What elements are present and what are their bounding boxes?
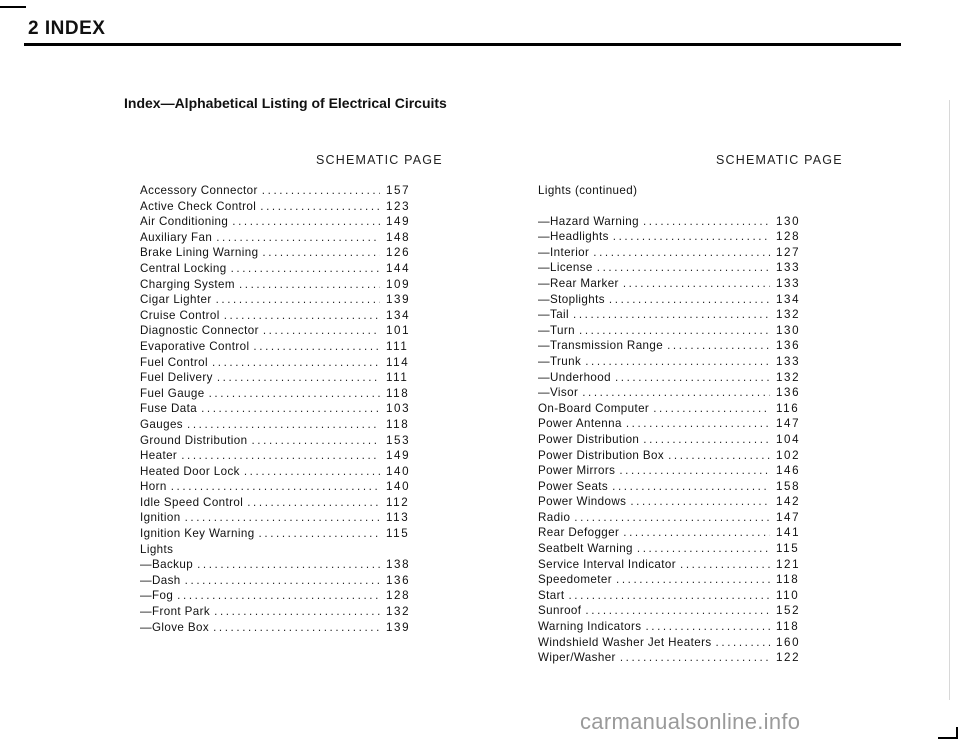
dot-leader	[217, 371, 380, 384]
dot-leader	[615, 371, 770, 384]
entry-name: —Stoplights	[538, 292, 605, 306]
entry-name: Cruise Control	[140, 308, 220, 322]
dot-leader	[216, 231, 380, 244]
index-entry	[140, 309, 410, 325]
index-entry	[140, 278, 410, 294]
dot-leader	[573, 308, 770, 321]
entry-name: Fuel Delivery	[140, 371, 213, 385]
entry-name: On-Board Computer	[538, 401, 650, 415]
index-entry	[538, 558, 800, 574]
entry-name: Cigar Lighter	[140, 293, 212, 307]
dot-leader	[643, 215, 770, 228]
right-entries	[538, 215, 800, 667]
dot-leader	[259, 527, 380, 540]
entry-page: 114	[386, 355, 410, 369]
index-entry	[140, 605, 410, 621]
entry-page: 130	[776, 214, 801, 228]
entry-name: Charging System	[140, 277, 235, 291]
entry-page: 121	[776, 557, 801, 571]
index-entry	[140, 371, 410, 387]
dot-leader	[171, 480, 380, 493]
index-entry	[140, 589, 410, 605]
dot-leader	[251, 434, 380, 447]
entry-name: Windshield Washer Jet Heaters	[538, 635, 712, 649]
entry-page: 136	[776, 339, 801, 353]
dot-leader	[181, 449, 380, 462]
entry-page: 109	[386, 277, 411, 291]
index-entry	[140, 621, 410, 637]
entry-name: Power Distribution Box	[538, 448, 665, 462]
entry-page: 158	[776, 479, 801, 493]
entry-name: Power Mirrors	[538, 464, 616, 478]
entry-page: 133	[776, 354, 801, 368]
entry-name: Speedometer	[538, 573, 613, 587]
index-entry	[538, 433, 800, 449]
index-entry	[140, 184, 410, 200]
header-rule	[24, 43, 901, 46]
index-entry	[140, 496, 410, 512]
index-entry	[140, 262, 410, 278]
index-entry	[140, 340, 410, 356]
dot-leader	[244, 465, 380, 478]
entry-name: Heated Door Lock	[140, 464, 240, 478]
index-entry	[140, 511, 410, 527]
index-entry	[140, 231, 410, 247]
index-entry	[538, 604, 800, 620]
dot-leader	[231, 262, 380, 275]
entry-page: 113	[386, 511, 410, 525]
entry-name: —Fog	[140, 589, 174, 603]
entry-name: Idle Speed Control	[140, 495, 244, 509]
index-entry	[140, 293, 410, 309]
entry-name: —License	[538, 261, 593, 275]
left-column-header: SCHEMATIC PAGE	[316, 153, 443, 167]
index-entry	[538, 386, 800, 402]
dot-leader	[213, 621, 380, 634]
entry-name: Service Interval Indicator	[538, 557, 676, 571]
entry-page: 115	[386, 527, 410, 541]
entry-page: 130	[776, 323, 801, 337]
dot-leader	[597, 261, 770, 274]
dot-leader	[716, 636, 770, 649]
dot-leader	[585, 355, 770, 368]
index-entry	[538, 464, 800, 480]
entry-page: 118	[776, 573, 800, 587]
entry-page: 132	[776, 370, 801, 384]
dot-leader	[620, 651, 770, 664]
index-entry	[538, 526, 800, 542]
entry-page: 142	[776, 495, 801, 509]
entry-page: 101	[386, 324, 411, 338]
entry-page: 111	[386, 339, 409, 353]
dot-leader	[232, 215, 380, 228]
entry-name: Ignition Key Warning	[140, 527, 255, 541]
entry-name: Seatbelt Warning	[538, 542, 633, 556]
dot-leader	[579, 324, 770, 337]
dot-leader	[612, 480, 770, 493]
index-entry	[538, 230, 800, 246]
index-entry	[538, 402, 800, 418]
entry-page: 148	[386, 230, 411, 244]
index-entry	[140, 574, 410, 590]
dot-leader	[668, 449, 770, 462]
entry-page: 118	[776, 620, 800, 634]
index-entry	[140, 324, 410, 340]
entry-name: Lights	[140, 542, 174, 556]
entry-page: 139	[386, 620, 411, 634]
entry-name: Ground Distribution	[140, 433, 248, 447]
index-entry	[538, 480, 800, 496]
dot-leader	[201, 402, 380, 415]
right-column-header: SCHEMATIC PAGE	[716, 153, 843, 167]
entry-name: Auxiliary Fan	[140, 230, 213, 244]
index-entry	[140, 480, 410, 496]
entry-page: 136	[776, 386, 801, 400]
index-entry	[538, 215, 800, 231]
index-entry	[140, 418, 410, 434]
dot-leader	[574, 511, 770, 524]
dot-leader	[609, 293, 770, 306]
entry-page: 133	[776, 261, 801, 275]
dot-leader	[263, 324, 380, 337]
entry-page: 118	[386, 417, 410, 431]
page-title: 2 INDEX	[28, 18, 106, 39]
entry-name: Horn	[140, 480, 167, 494]
entry-name: —Backup	[140, 558, 194, 572]
index-entry	[140, 215, 410, 231]
dot-leader	[616, 573, 770, 586]
dot-leader	[667, 339, 770, 352]
entry-page: 136	[386, 573, 411, 587]
entry-name: Rear Defogger	[538, 526, 620, 540]
entry-name: Fuel Gauge	[140, 386, 205, 400]
index-entry	[538, 449, 800, 465]
index-entry	[140, 387, 410, 403]
dot-leader	[623, 526, 770, 539]
entry-name: Brake Lining Warning	[140, 246, 259, 260]
dot-leader	[630, 495, 770, 508]
dot-leader	[637, 542, 770, 555]
dot-leader	[253, 340, 380, 353]
entry-page: 149	[386, 449, 411, 463]
index-entry	[538, 636, 800, 652]
entry-page: 103	[386, 402, 411, 416]
dot-leader	[247, 496, 380, 509]
index-entry	[140, 246, 410, 262]
entry-page: 128	[386, 589, 411, 603]
index-entry	[538, 246, 800, 262]
index-entry	[140, 543, 410, 559]
top-corner-tick	[0, 6, 26, 8]
entry-page: 132	[776, 308, 801, 322]
entry-name: Evaporative Control	[140, 339, 250, 353]
index-entry	[140, 402, 410, 418]
entry-page: 127	[776, 245, 801, 259]
dot-leader	[643, 433, 770, 446]
entry-name: —Trunk	[538, 354, 582, 368]
spacer	[538, 200, 800, 215]
left-index-column	[140, 184, 410, 636]
entry-page: 111	[386, 371, 409, 385]
entry-page: 147	[776, 510, 801, 524]
dot-leader	[177, 589, 380, 602]
dot-leader	[626, 417, 770, 430]
dot-leader	[262, 246, 380, 259]
dot-leader	[262, 184, 380, 197]
dot-leader	[185, 511, 380, 524]
entry-name: Fuel Control	[140, 355, 208, 369]
entry-page: 140	[386, 480, 411, 494]
entry-page: 152	[776, 604, 801, 618]
entry-name: Sunroof	[538, 604, 582, 618]
entry-page: 104	[776, 432, 801, 446]
index-entry	[538, 511, 800, 527]
index-entry	[538, 495, 800, 511]
dot-leader	[239, 278, 380, 291]
entry-name: Radio	[538, 510, 571, 524]
entry-page: 102	[776, 448, 801, 462]
index-entry	[538, 355, 800, 371]
index-entry	[538, 261, 800, 277]
right-subheading: Lights (continued)	[538, 184, 638, 197]
entry-name: —Dash	[140, 573, 181, 587]
dot-leader	[260, 200, 380, 213]
index-entry	[140, 200, 410, 216]
index-entry	[140, 558, 410, 574]
entry-name: Diagnostic Connector	[140, 324, 259, 338]
dot-leader	[197, 558, 380, 571]
entry-page: 134	[386, 308, 411, 322]
dot-leader	[216, 293, 380, 306]
index-entry	[538, 620, 800, 636]
entry-name: —Rear Marker	[538, 276, 619, 290]
entry-name: Fuse Data	[140, 402, 198, 416]
index-entry	[140, 356, 410, 372]
entry-name: —Glove Box	[140, 620, 210, 634]
entry-page: 138	[386, 558, 411, 572]
entry-page: 126	[386, 246, 411, 260]
entry-name: —Transmission Range	[538, 339, 664, 353]
entry-name: Heater	[140, 449, 178, 463]
entry-name: Power Windows	[538, 495, 627, 509]
entry-name: —Headlights	[538, 230, 609, 244]
index-entry	[538, 417, 800, 433]
entry-name: —Underhood	[538, 370, 611, 384]
entry-page: 140	[386, 464, 411, 478]
dot-leader	[209, 387, 380, 400]
dot-leader	[593, 246, 770, 259]
dot-leader	[613, 230, 770, 243]
entry-name: —Hazard Warning	[538, 214, 639, 228]
entry-name: Power Antenna	[538, 417, 622, 431]
entry-name: —Front Park	[140, 605, 211, 619]
dot-leader	[653, 402, 770, 415]
corner-mark	[938, 727, 958, 739]
entry-page: 153	[386, 433, 411, 447]
entry-name: Air Conditioning	[140, 215, 229, 229]
entry-page: 128	[776, 230, 801, 244]
entry-page: 133	[776, 276, 801, 290]
entry-name: Start	[538, 588, 565, 602]
entry-page: 139	[386, 293, 411, 307]
entry-page: 160	[776, 635, 801, 649]
entry-name: —Turn	[538, 323, 576, 337]
entry-page: 146	[776, 464, 801, 478]
entry-name: Warning Indicators	[538, 620, 642, 634]
entry-name: Wiper/Washer	[538, 651, 616, 665]
dot-leader	[224, 309, 380, 322]
entry-name: Gauges	[140, 417, 184, 431]
index-entry	[538, 371, 800, 387]
dot-leader	[582, 386, 770, 399]
entry-name: Central Locking	[140, 261, 227, 275]
entry-page: 141	[776, 526, 801, 540]
right-index-column	[538, 184, 800, 667]
entry-page: 147	[776, 417, 801, 431]
entry-page: 149	[386, 215, 411, 229]
dot-leader	[585, 604, 770, 617]
dot-leader	[185, 574, 380, 587]
index-entry	[538, 339, 800, 355]
entry-name: —Tail	[538, 308, 569, 322]
entry-page: 123	[386, 199, 411, 213]
entry-page: 144	[386, 261, 411, 275]
index-entry	[140, 527, 410, 543]
dot-leader	[680, 558, 770, 571]
entry-name: Ignition	[140, 511, 181, 525]
entry-page: 118	[386, 386, 410, 400]
entry-name: —Visor	[538, 386, 579, 400]
entry-page: 134	[776, 292, 801, 306]
index-entry	[538, 324, 800, 340]
entry-name: —Interior	[538, 245, 590, 259]
index-entry	[538, 277, 800, 293]
page-edge-line	[949, 100, 950, 700]
entry-page: 122	[776, 651, 801, 665]
index-entry	[538, 293, 800, 309]
entry-page: 110	[776, 588, 800, 602]
entry-page: 132	[386, 605, 411, 619]
entry-name: Power Seats	[538, 479, 609, 493]
index-entry	[140, 434, 410, 450]
index-entry	[538, 589, 800, 605]
dot-leader	[619, 464, 770, 477]
dot-leader	[214, 605, 380, 618]
entry-page: 115	[776, 542, 800, 556]
index-entry	[538, 573, 800, 589]
index-entry	[538, 308, 800, 324]
dot-leader	[212, 356, 380, 369]
entry-name: Active Check Control	[140, 199, 257, 213]
dot-leader	[645, 620, 770, 633]
dot-leader	[568, 589, 770, 602]
dot-leader	[187, 418, 380, 431]
entry-page: 112	[386, 495, 410, 509]
entry-page: 157	[386, 184, 411, 197]
watermark: carmanualsonline.info	[580, 709, 801, 734]
index-heading: Index—Alphabetical Listing of Electrical Circuits	[124, 95, 447, 111]
index-entry	[538, 651, 800, 667]
entry-page: 116	[776, 401, 800, 415]
entry-name: Power Distribution	[538, 432, 640, 446]
entry-name: Accessory Connector	[140, 184, 258, 197]
index-entry	[140, 465, 410, 481]
index-entry	[538, 542, 800, 558]
index-entry	[140, 449, 410, 465]
dot-leader	[623, 277, 770, 290]
